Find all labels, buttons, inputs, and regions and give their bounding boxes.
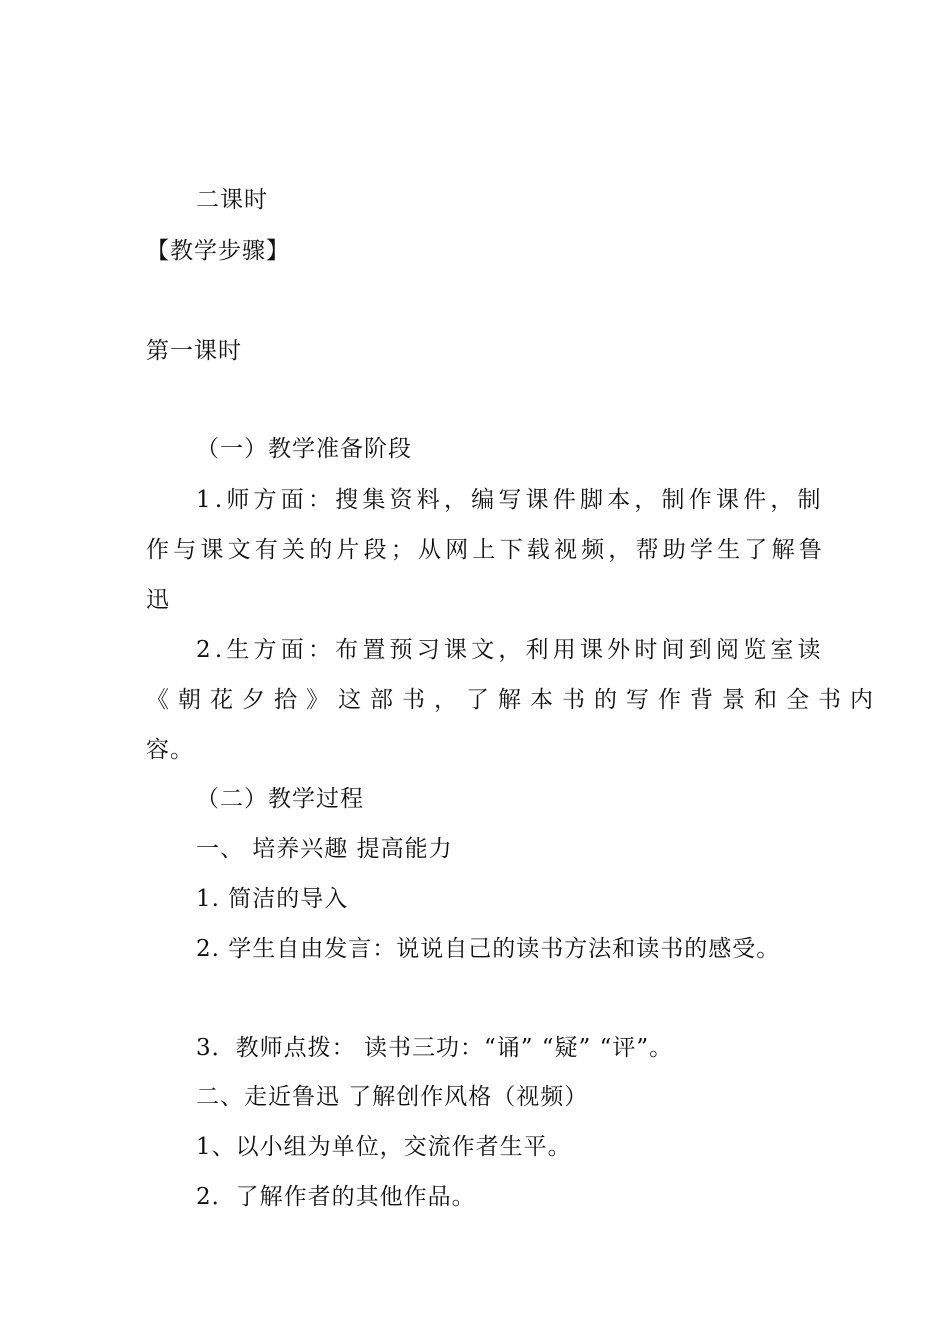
paragraph-student-line-1: 2.生方面：布置预习课文，利用课外时间到阅览室读 — [196, 637, 825, 663]
step-two-item-2: 2．了解作者的其他作品。 — [196, 1184, 476, 1210]
teaching-steps-heading: 【教学步骤】 — [146, 238, 290, 264]
paragraph-teacher-line-2: 作与课文有关的片段；从网上下载视频，帮助学生了解鲁 — [146, 537, 826, 563]
first-lesson-heading: 第一课时 — [146, 338, 242, 364]
lesson-heading: 二课时 — [196, 187, 268, 213]
step-one-item-2: 2. 学生自由发言：说说自己的读书方法和读书的感受。 — [196, 936, 781, 962]
paragraph-teacher-line-1: 1.师方面：搜集资料，编写课件脚本，制作课件，制 — [196, 487, 825, 513]
step-two-heading: 二、走近鲁迅 了解创作风格（视频） — [196, 1084, 589, 1110]
section-process-heading: （二）教学过程 — [196, 786, 364, 812]
paragraph-teacher-line-3: 迅 — [146, 587, 170, 613]
step-two-item-1: 1、以小组为单位，交流作者生平。 — [196, 1134, 572, 1160]
paragraph-student-line-3: 容。 — [146, 737, 194, 763]
step-one-item-3: 3．教师点拨： 读书三功：“诵” “疑” “评”。 — [196, 1035, 674, 1061]
step-one-heading: 一、 培养兴趣 提高能力 — [196, 836, 453, 862]
paragraph-student-line-2: 《朝花夕拾》这部书，了解本书的写作背景和全书内 — [146, 687, 882, 713]
section-preparation-heading: （一）教学准备阶段 — [196, 436, 412, 462]
step-one-item-1: 1. 简洁的导入 — [196, 886, 349, 912]
